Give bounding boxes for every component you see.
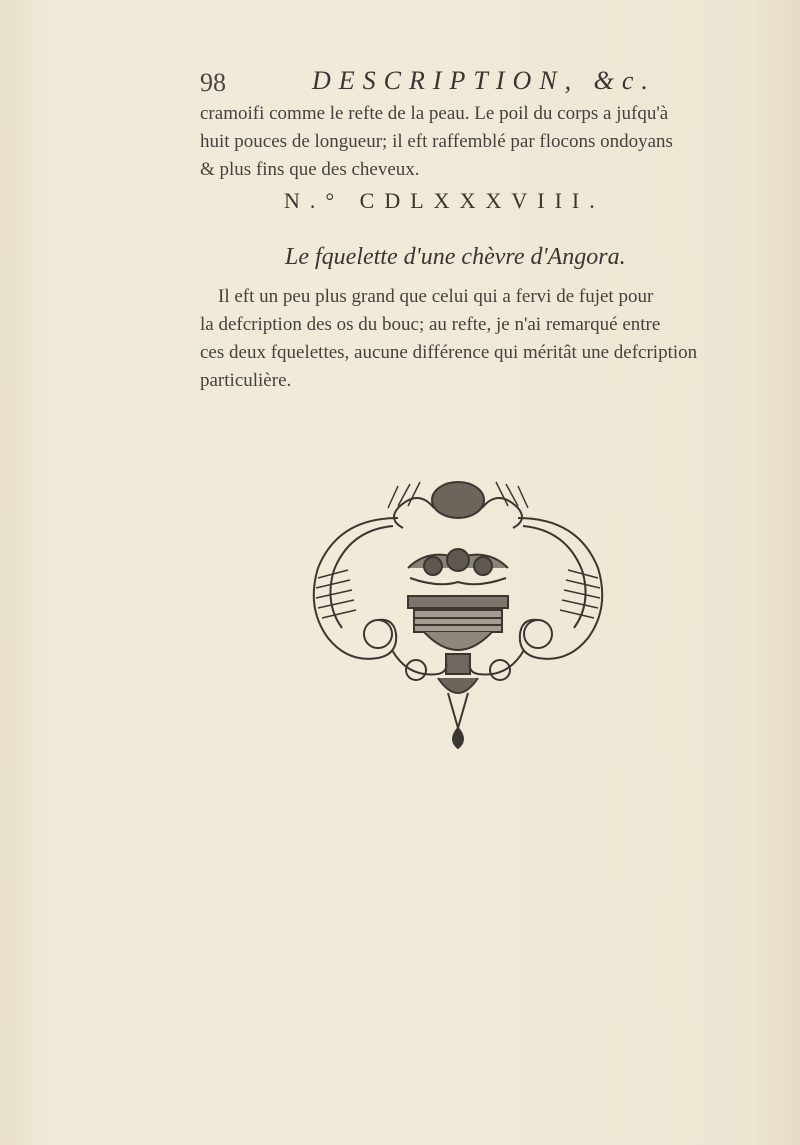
floral-vase-ornament-icon (298, 478, 618, 768)
paragraph-1-line: & plus fins que des cheveux. (200, 159, 420, 180)
paragraph-2-line: ces deux fquelettes, aucune différence qui méritât une defcription (200, 342, 698, 363)
section-number: N.° CDLXXXVIII. (284, 188, 605, 213)
page-number: 98 (200, 68, 226, 97)
section-title: Le fquelette d'une chèvre d'Angora. (285, 244, 626, 270)
paragraph-2-line: la defcription des os du bouc; au refte, je n'ai remarqué entre (200, 314, 661, 335)
paragraph-2-line: particulière. (200, 370, 292, 391)
running-head: DESCRIPTION, &c. (312, 66, 656, 95)
paragraph-1-line: cramoifi comme le refte de la peau. Le poil du corps a jufqu'à (200, 103, 669, 124)
paragraph-2-line: Il eft un peu plus grand que celui qui a fervi de fujet pour (218, 286, 654, 307)
paragraph-1-line: huit pouces de longueur; il eft raffemblé par flocons ondoyans (200, 131, 673, 152)
